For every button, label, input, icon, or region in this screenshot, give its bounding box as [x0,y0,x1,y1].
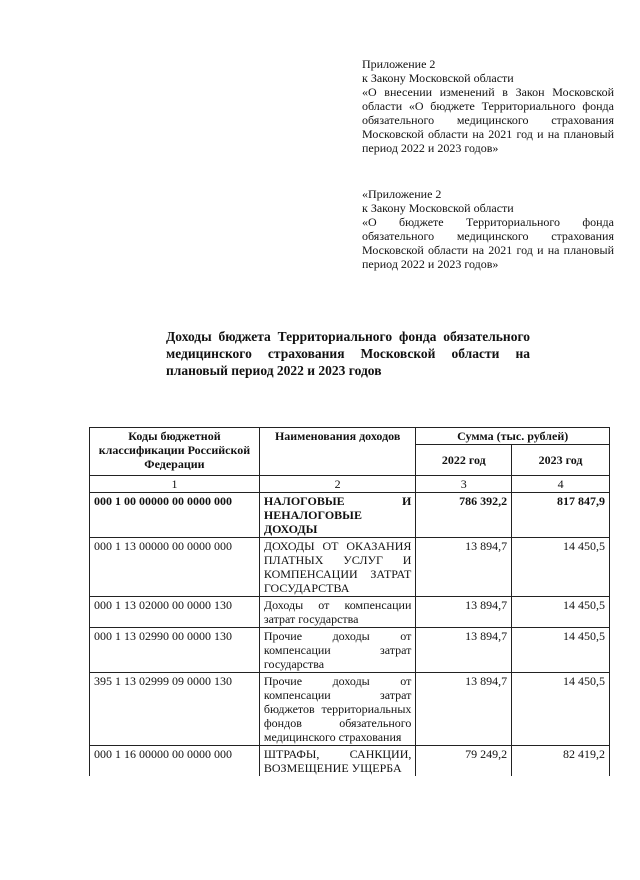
row-value-2023: 82 419,2 [512,746,610,777]
column-number-1: 1 [90,476,260,493]
row-name: ШТРАФЫ, САНКЦИИ, ВОЗМЕЩЕНИЕ УЩЕРБА [259,746,416,777]
revenue-table [89,427,610,776]
table-row [90,673,610,746]
row-value-2022: 79 249,2 [416,746,512,777]
row-value-2023: 14 450,5 [512,538,610,597]
row-code: 000 1 16 00000 00 0000 000 [90,746,260,777]
row-code: 000 1 13 02990 00 0000 130 [90,628,260,673]
header-year-2022: 2022 год [416,445,512,476]
row-name: НАЛОГОВЫЕ И НЕНАЛОГОВЫЕ ДОХОДЫ [259,493,416,538]
header-names: Наименования доходов [259,428,416,476]
row-code: 000 1 13 02000 00 0000 130 [90,597,260,628]
annex-current [362,57,614,155]
annex-current-line-3: «О внесении изменений в Закон Московской области «О бюджете Территориального фонда обязательного медицинского страхования Московской области на 2021 год и на плановый период 2022 и 2023 годов» [362,85,614,155]
row-value-2023: 14 450,5 [512,628,610,673]
row-code: 000 1 00 00000 00 0000 000 [90,493,260,538]
row-value-2023: 14 450,5 [512,597,610,628]
row-name: Доходы от компенсации затрат государства [259,597,416,628]
annex-original [362,187,614,271]
row-code: 000 1 13 00000 00 0000 000 [90,538,260,597]
row-code: 395 1 13 02999 09 0000 130 [90,673,260,746]
table-row [90,628,610,673]
header-codes: Коды бюджетной классификации Российской Федерации [90,428,260,476]
row-name: Прочие доходы от компенсации затрат государства [259,628,416,673]
row-value-2022: 13 894,7 [416,673,512,746]
annex-current-line-2: к Закону Московской области [362,71,514,85]
column-number-3: 3 [416,476,512,493]
table-row [90,597,610,628]
header-year-2023: 2023 год [512,445,610,476]
table-row [90,493,610,538]
row-value-2022: 13 894,7 [416,628,512,673]
row-name: Прочие доходы от компенсации затрат бюджетов территориальных фондов обязательного медицинского страхования [259,673,416,746]
row-value-2022: 13 894,7 [416,597,512,628]
annex-current-line-1: Приложение 2 [362,57,436,71]
table-row [90,538,610,597]
row-name: ДОХОДЫ ОТ ОКАЗАНИЯ ПЛАТНЫХ УСЛУГ И КОМПЕНСАЦИИ ЗАТРАТ ГОСУДАРСТВА [259,538,416,597]
annex-original-line-3: «О бюджете Территориального фонда обязательного медицинского страхования Московской области на 2021 год и на плановый период 2022 и 2023 годов» [362,215,614,271]
document-title: Доходы бюджета Территориального фонда обязательного медицинского страхования Московской области на плановый период 2022 и 2023 годов [166,329,530,378]
header-sum: Сумма (тыс. рублей) [416,428,610,445]
row-value-2023: 817 847,9 [512,493,610,538]
row-value-2023: 14 450,5 [512,673,610,746]
annex-original-line-2: к Закону Московской области [362,201,514,215]
table-row [90,746,610,777]
row-value-2022: 13 894,7 [416,538,512,597]
column-number-2: 2 [259,476,416,493]
annex-original-line-1: «Приложение 2 [362,187,442,201]
column-number-4: 4 [512,476,610,493]
row-value-2022: 786 392,2 [416,493,512,538]
